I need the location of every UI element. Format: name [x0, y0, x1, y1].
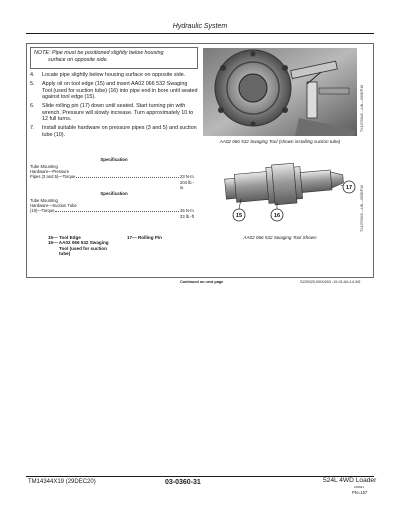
step-number: 7. — [30, 125, 35, 132]
continued-note: Continued on next page — [180, 280, 224, 284]
footer-page-number: 03-0360-31 — [165, 479, 201, 486]
spec1-value2-row — [30, 180, 198, 190]
spec2-label: (10)—Torque — [30, 208, 55, 213]
note-line-1: NOTE: Pipe must be positioned slightly below housing — [34, 50, 164, 56]
legend-item-16-cont2: tube) — [59, 251, 71, 257]
header-rule — [26, 33, 374, 34]
photo-illustration — [203, 48, 357, 136]
step-text: Slide rolling pin (17) down until seated. Start turning pin with wrench. Pressure will slowly increase. Turn approximately 10 to 12 full turns. — [42, 103, 194, 123]
step-item — [30, 125, 198, 138]
footer-manual-number: TM14344X19 (29DEC20) — [28, 479, 96, 485]
leader-dots — [55, 208, 179, 212]
step-text: Locate pipe slightly below housing surface on opposite side. — [42, 72, 186, 78]
spec1-line1: Tube Mounting — [30, 164, 58, 169]
legend-item-16-cont: Tool (used for suction — [59, 245, 107, 251]
step-number: 6. — [30, 103, 35, 110]
swaging-tool-photo — [203, 48, 357, 136]
footer-machine-model: 524L 4WD Loader — [323, 477, 377, 484]
footer-rule — [26, 476, 374, 477]
spec1-label: Pipes (3 and 5)—Torque — [30, 174, 76, 179]
note-box — [30, 47, 198, 69]
spec2-line1: Tube Mounting — [30, 198, 58, 203]
spec1-line2: Hardware—Pressure — [30, 169, 70, 174]
procedure-steps — [30, 72, 198, 141]
legend-column-1 — [48, 235, 109, 257]
footer-date-code: 100921 — [354, 485, 365, 489]
step-number: 5. — [30, 80, 35, 87]
drawing-id: TX1076949 —UN—09SEP10 — [360, 184, 364, 232]
spec1-value: 23 N·m — [180, 174, 194, 179]
footer-pn: PN=157 — [352, 490, 368, 495]
swaging-tool-drawing — [203, 151, 357, 233]
document-id: SJ25020,0000453 -19-01JUL14-3/6 — [300, 280, 361, 284]
legend-item-15: 15— Tool Edge — [48, 235, 81, 240]
step-number: 4. — [30, 72, 35, 78]
callout-15: 15 — [235, 213, 243, 220]
spec2-value2-row — [30, 214, 198, 219]
step-item — [30, 103, 198, 123]
step-text: Apply oil on tool edge (15) and insert AA02 066 532 Swaging Tool (used for suction tube) (16) into pipe end in bore until seated against tool edge (15). — [42, 80, 198, 101]
spec2-value2: 33 lb.-ft — [180, 214, 194, 219]
spec1-title: Specification — [100, 157, 128, 162]
legend-item-16: 16— AA02 066 532 Swaging — [48, 240, 109, 246]
step-item — [30, 72, 198, 79]
photo-caption: AA02 066 532 Swaging Tool (shown installing suction tube) — [219, 139, 341, 144]
step-item — [30, 81, 198, 101]
step-text: Install suitable hardware on pressure pipes (3 and 5) and suction tube (10). — [42, 125, 197, 138]
spec2-torque-row — [30, 208, 198, 213]
note-line-2: surface on opposite side. — [48, 57, 108, 63]
callout-17: 17 — [345, 185, 353, 192]
spec1-torque-row — [30, 174, 198, 179]
legend-column-2 — [127, 235, 162, 240]
spec1-value2: 204 lb.-in. — [180, 180, 194, 190]
legend-item-17: 17— Rolling Pin — [127, 235, 162, 240]
callout-16: 16 — [273, 213, 281, 220]
spec2-value: 45 N·m — [180, 208, 194, 213]
page-header-title: Hydraulic System — [172, 23, 228, 30]
spec2-line2: Hardware—Suction Tube — [30, 203, 77, 208]
spec2-title: Specification — [100, 191, 128, 196]
drawing-caption: AA02 066 532 Swaging Tool Shown — [243, 235, 317, 240]
leader-dots — [76, 174, 179, 178]
tool-line-drawing — [203, 151, 357, 233]
photo-id: TX1076948 —UN—09SEP10 — [360, 84, 364, 132]
